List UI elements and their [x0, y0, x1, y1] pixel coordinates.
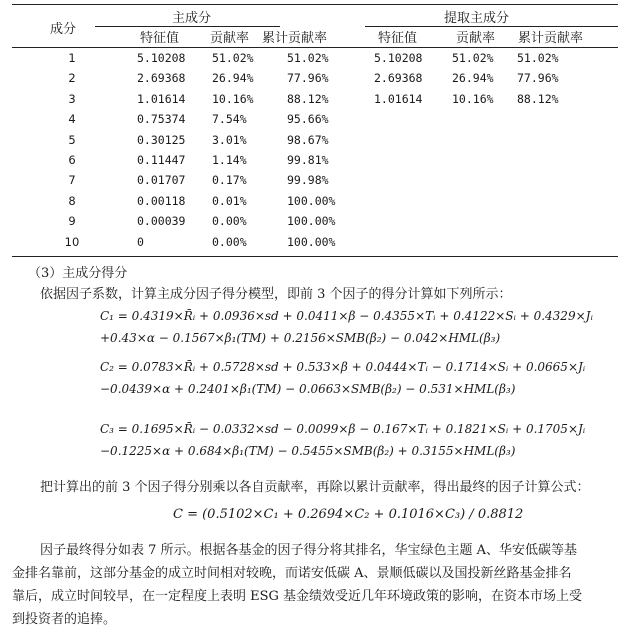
equation-c1-line1: C₁ = 0.4319×R̄ᵢ + 0.0936×sd + 0.0411×β − 0.4355×Tᵢ + 0.4122×Sᵢ + 0.4329×Jᵢ: [100, 309, 593, 323]
cell-factor: 9: [68, 214, 76, 229]
table-bottom-rule: [12, 256, 618, 257]
table-row: [12, 153, 618, 173]
cell-contrib-extract: 51.02%: [452, 51, 494, 65]
cell-eigen: 0.30125: [137, 132, 186, 147]
table-row: [12, 92, 618, 112]
cell-contrib: 0.00%: [212, 214, 247, 229]
section-heading: （3）主成分得分: [28, 266, 128, 281]
cell-contrib: 10.16%: [212, 91, 254, 106]
equation-c3-line1: C₃ = 0.1695×R̄ᵢ − 0.0332×sd − 0.0099×β − 0.167×Tᵢ + 0.1821×Sᵢ + 0.1705×Jᵢ: [100, 422, 586, 436]
cell-factor: 1: [68, 51, 76, 65]
cell-eigen: 0.75374: [137, 112, 186, 127]
cell-factor: 3: [68, 91, 76, 106]
table-row: [12, 71, 618, 91]
cell-factor: 5: [68, 132, 76, 147]
table-row: [12, 235, 618, 255]
cell-factor: 7: [68, 173, 76, 188]
sub-cumul-main: 累计贡献率: [262, 31, 328, 46]
table-row: [12, 133, 618, 153]
weighting-paragraph: 把计算出的前 3 个因子得分别乘以各自贡献率，再除以累计贡献率，得出最终的因子计算公式：: [40, 480, 590, 495]
group-header-extract: 提取主成分: [444, 11, 510, 26]
sub-eigen-extract: 特征值: [378, 31, 418, 46]
final-formula: C = (0.5102×C₁ + 0.2694×C₂ + 0.1016×C₃) / 0.8812: [173, 507, 524, 522]
sub-contrib-main: 贡献率: [210, 31, 250, 46]
cell-cumul-extract: 51.02%: [517, 51, 559, 65]
sub-cumul-extract: 累计贡献率: [518, 31, 584, 46]
closing-line-4: 到投资者的追捧。: [12, 612, 117, 627]
table-row: [12, 51, 618, 71]
cell-factor: 8: [68, 193, 76, 208]
cell-eigen: 0.11447: [137, 153, 186, 167]
cell-contrib: 7.54%: [212, 112, 247, 127]
cell-factor: 6: [68, 153, 76, 167]
equation-c2-line1: C₂ = 0.0783×R̄ᵢ + 0.5728×sd + 0.533×β + 0.0444×Tᵢ − 0.1714×Sᵢ + 0.0665×Jᵢ: [100, 360, 586, 374]
cell-cumul: 99.98%: [287, 173, 329, 188]
cell-cumul: 99.81%: [287, 153, 329, 167]
cell-contrib: 3.01%: [212, 132, 247, 147]
cell-eigen: 0.01707: [137, 173, 186, 188]
cell-cumul: 98.67%: [287, 132, 329, 147]
cell-eigen-extract: 2.69368: [374, 71, 423, 86]
cell-contrib: 26.94%: [212, 71, 254, 86]
table-header-rule: [12, 47, 618, 48]
cell-contrib: 0.01%: [212, 193, 247, 208]
cell-eigen: 0: [137, 234, 144, 249]
cell-cumul: 100.00%: [287, 214, 336, 229]
cell-contrib: 51.02%: [212, 51, 254, 65]
closing-line-2: 金排名靠前，这部分基金的成立时间相对较晚，而诺安低碳 A、景顺低碳以及国投新丝路基金排名: [12, 566, 572, 581]
cell-cumul: 77.96%: [287, 71, 329, 86]
sub-eigen-main: 特征值: [140, 31, 180, 46]
equation-c3-line2: −0.1225×α + 0.684×β₁(TM) − 0.5455×SMB(β₂) + 0.3155×HML(β₃): [100, 444, 516, 458]
cell-eigen: 2.69368: [137, 71, 186, 86]
cell-eigen: 5.10208: [137, 51, 186, 65]
closing-line-3: 靠后，成立时间较早，在一定程度上表明 ESG 基金绩效受近几年环境政策的影响，在资本市场上受: [12, 589, 583, 604]
cell-cumul: 88.12%: [287, 91, 329, 106]
table-row: [12, 173, 618, 193]
cell-contrib: 0.00%: [212, 234, 247, 249]
sub-contrib-extract: 贡献率: [456, 31, 496, 46]
cell-eigen: 0.00039: [137, 214, 186, 229]
closing-line-1: 因子最终得分如表 7 所示。根据各基金的因子得分将其排名，华宝绿色主题 A、华安低碳等基: [40, 543, 578, 558]
col-header-factor: 成分: [50, 22, 77, 37]
cell-cumul: 51.02%: [287, 51, 329, 65]
cell-contrib: 1.14%: [212, 153, 247, 167]
cell-cumul: 100.00%: [287, 234, 336, 249]
cell-cumul: 95.66%: [287, 112, 329, 127]
table-row: [12, 194, 618, 214]
equation-c1-line2: +0.43×α − 0.1567×β₁(TM) + 0.2156×SMB(β₂) − 0.042×HML(β₃): [100, 331, 501, 345]
cell-contrib-extract: 26.94%: [452, 71, 494, 86]
intro-paragraph: 依据因子系数，计算主成分因子得分模型，即前 3 个因子的得分计算如下列所示：: [40, 287, 512, 302]
cell-factor: 4: [68, 112, 76, 127]
table-top-rule: [12, 4, 618, 5]
main-group-rule: [95, 26, 280, 27]
cell-contrib: 0.17%: [212, 173, 247, 188]
table-row: [12, 214, 618, 234]
group-header-main: 主成分: [172, 11, 212, 26]
cell-factor: 10: [64, 234, 80, 249]
cell-cumul: 100.00%: [287, 193, 336, 208]
cell-eigen-extract: 1.01614: [374, 91, 423, 106]
cell-contrib-extract: 10.16%: [452, 91, 494, 106]
cell-eigen-extract: 5.10208: [374, 51, 423, 65]
table-row: [12, 112, 618, 132]
equation-c2-line2: −0.0439×α + 0.2401×β₁(TM) − 0.0663×SMB(β₂) − 0.531×HML(β₃): [100, 382, 516, 396]
cell-eigen: 1.01614: [137, 91, 186, 106]
cell-factor: 2: [68, 71, 76, 86]
cell-cumul-extract: 77.96%: [517, 71, 559, 86]
cell-eigen: 0.00118: [137, 193, 186, 208]
cell-cumul-extract: 88.12%: [517, 91, 559, 106]
